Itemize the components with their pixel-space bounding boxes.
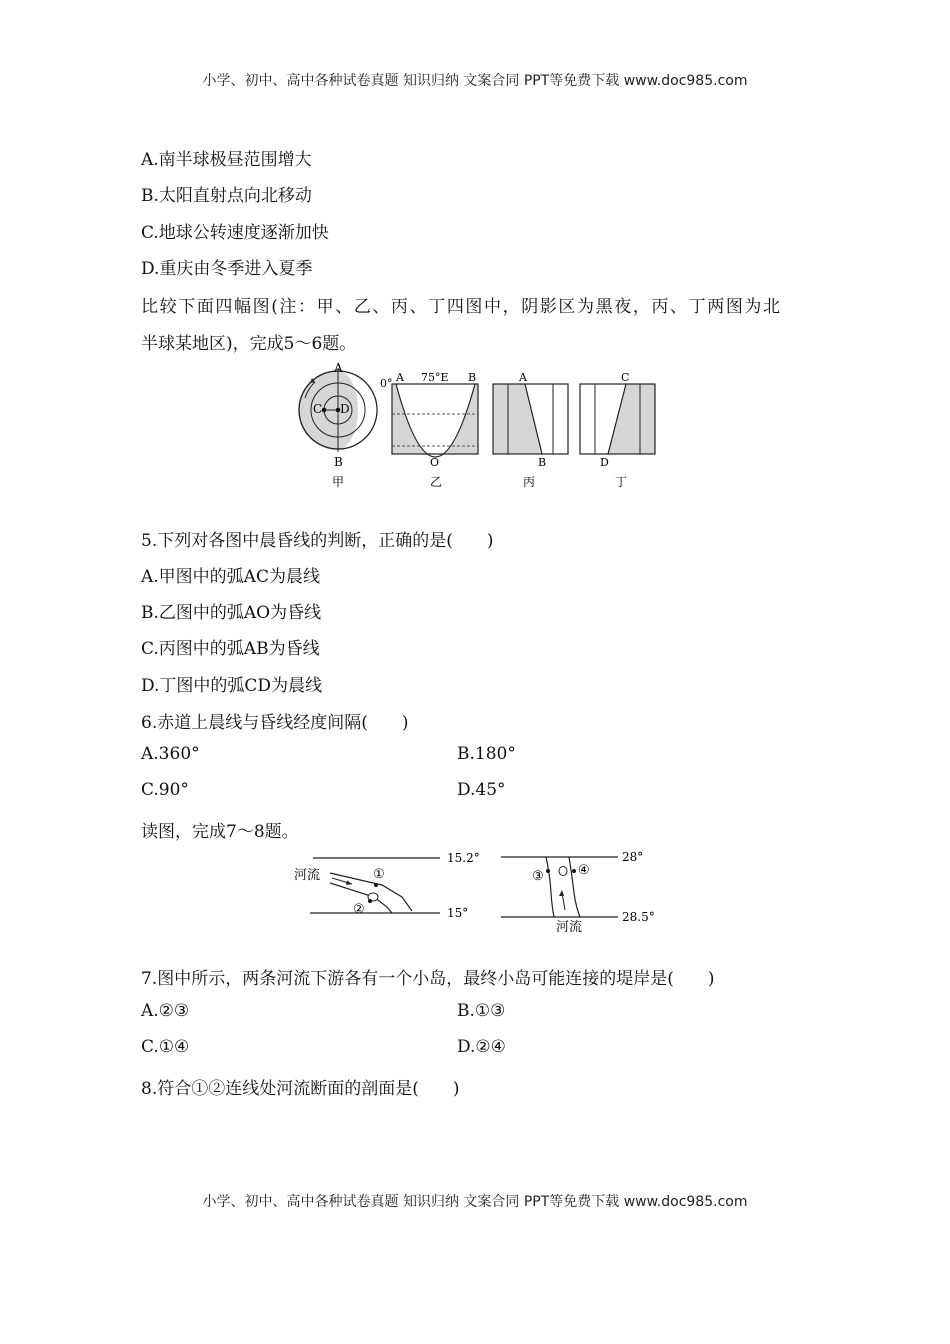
- yi-label-b: B: [468, 371, 477, 384]
- left-top-lat: 15.2°: [447, 851, 480, 865]
- jia-caption: 甲: [332, 475, 345, 489]
- figure-rivers: [290, 845, 670, 940]
- q6-option-d: D.45°: [457, 780, 506, 800]
- q7-option-a: A.②③: [141, 1001, 190, 1021]
- diagram-yi: [380, 371, 478, 489]
- q5-option-b: B.乙图中的弧AO为昏线: [141, 603, 322, 623]
- river-diagram-left: [294, 851, 480, 920]
- q5-option-a: A.甲图中的弧AC为晨线: [141, 567, 320, 587]
- left-label-2: ②: [353, 902, 365, 917]
- jia-label-d: D: [340, 402, 350, 416]
- bing-label-a: A: [519, 371, 527, 384]
- jia-label-c: C: [313, 402, 323, 416]
- yi-caption: 乙: [430, 475, 443, 489]
- q4-option-c: C.地球公转速度逐渐加快: [141, 223, 329, 243]
- q7-option-d: D.②④: [457, 1037, 506, 1057]
- jia-label-b: B: [334, 455, 343, 469]
- q6-option-c: C.90°: [141, 780, 189, 800]
- ding-label-c: C: [621, 371, 630, 384]
- ding-caption: 丁: [615, 475, 628, 489]
- right-bottom-lat: 28.5°: [622, 910, 655, 924]
- yi-label-o: O: [430, 456, 440, 469]
- intro-7-8: 读图，完成7～8题。: [141, 822, 299, 842]
- diagram-bing: [493, 371, 568, 489]
- q8-stem: 8.符合①②连线处河流断面的剖面是( ): [141, 1079, 460, 1099]
- intro-5-6-line1: 比较下面四幅图(注：甲、乙、丙、丁四图中，阴影区为黑夜，丙、丁两图为北: [141, 297, 782, 317]
- page-header: 小学、初中、高中各种试卷真题 知识归纳 文案合同 PPT等免费下载 www.doc985.com: [202, 73, 748, 89]
- bing-label-b: B: [538, 456, 547, 469]
- q6-option-b: B.180°: [457, 744, 516, 764]
- right-top-lat: 28°: [622, 850, 644, 864]
- page-footer: 小学、初中、高中各种试卷真题 知识归纳 文案合同 PPT等免费下载 www.doc985.com: [202, 1194, 748, 1210]
- q5-stem: 5.下列对各图中晨昏线的判断，正确的是( ): [141, 531, 494, 551]
- jia-label-a: A: [334, 361, 343, 375]
- q6-stem: 6.赤道上晨线与昏线经度间隔( ): [141, 713, 409, 733]
- left-label-1: ①: [373, 867, 385, 882]
- left-bottom-lat: 15°: [447, 906, 469, 920]
- diagram-ding: [580, 371, 655, 489]
- yi-label-a: A: [396, 371, 404, 384]
- q4-option-b: B.太阳直射点向北移动: [141, 186, 312, 206]
- intro-5-6-line2: 半球某地区)，完成5～6题。: [141, 334, 357, 354]
- q4-option-a: A.南半球极昼范围增大: [141, 150, 312, 170]
- yi-label-lon: 75°E: [421, 371, 449, 384]
- q6-option-a: A.360°: [141, 744, 200, 764]
- bing-caption: 丙: [523, 475, 536, 489]
- river-diagram-right: [501, 850, 655, 935]
- q7-option-c: C.①④: [141, 1037, 190, 1057]
- q5-option-c: C.丙图中的弧AB为昏线: [141, 639, 320, 659]
- q5-option-d: D.丁图中的弧CD为晨线: [141, 676, 323, 696]
- right-river-label: 河流: [556, 920, 583, 935]
- q4-option-d: D.重庆由冬季进入夏季: [141, 259, 313, 279]
- q7-option-b: B.①③: [457, 1001, 506, 1021]
- right-label-4: ④: [578, 863, 590, 878]
- figure-terminator-diagrams: [290, 360, 670, 490]
- left-river-label: 河流: [294, 868, 321, 883]
- q7-stem: 7.图中所示，两条河流下游各有一个小岛，最终小岛可能连接的堤岸是( ): [141, 969, 715, 989]
- yi-label-zero: 0°: [380, 377, 393, 390]
- right-label-3: ③: [532, 869, 544, 884]
- ding-label-d: D: [600, 456, 609, 469]
- diagram-jia: [299, 361, 377, 489]
